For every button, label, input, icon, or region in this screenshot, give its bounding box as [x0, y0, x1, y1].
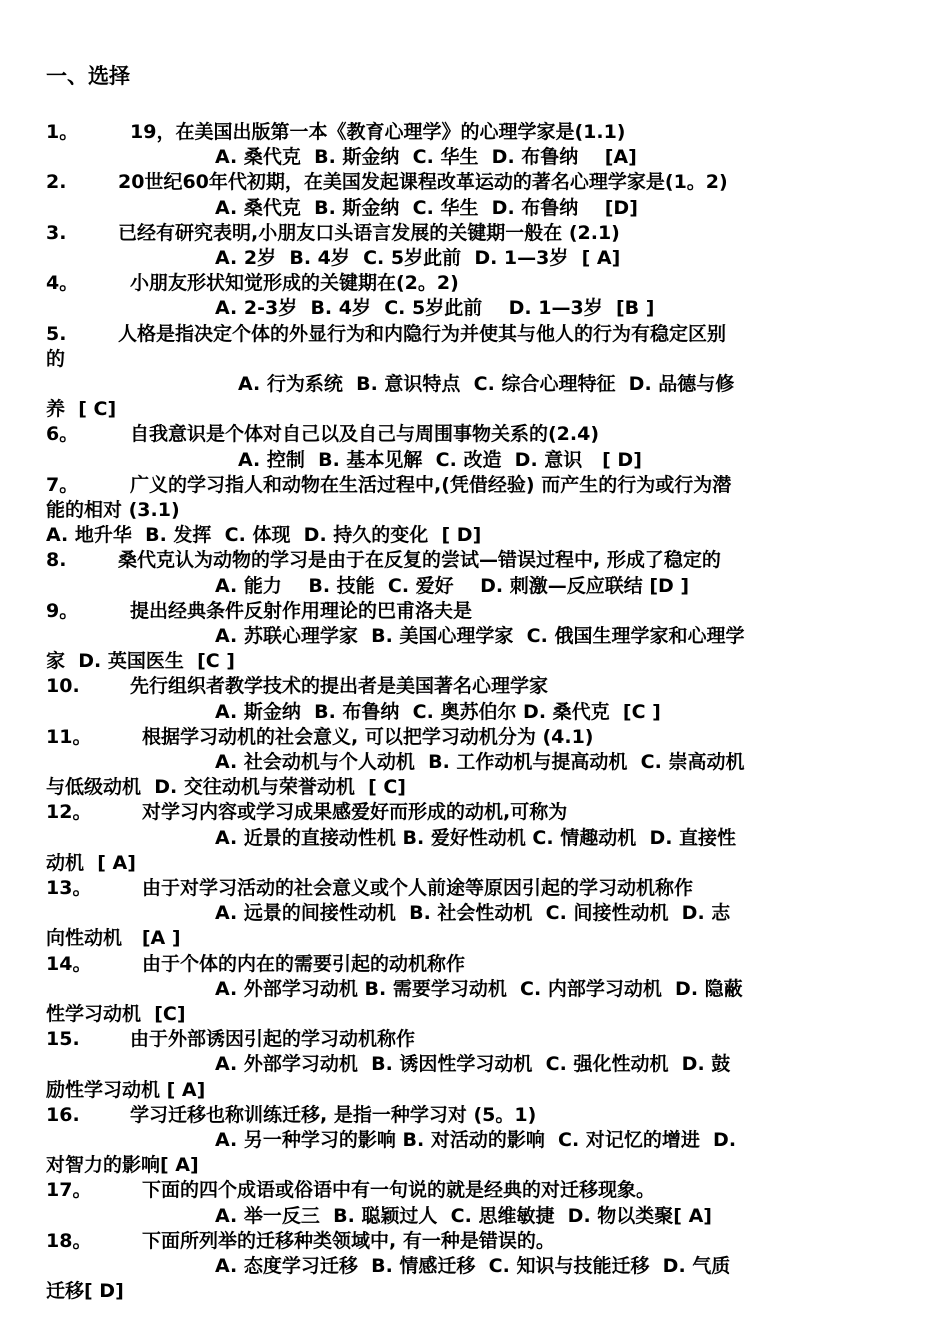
- text-line: [0, 221, 950, 246]
- question-number: 5.: [46, 322, 67, 345]
- line-text: 动机 [ A]: [46, 851, 136, 874]
- line-text: A. 地升华 B. 发挥 C. 体现 D. 持久的变化 [ D]: [46, 524, 482, 547]
- text-line: [0, 1052, 950, 1077]
- text-line: [0, 1178, 950, 1203]
- text-line: [0, 1229, 950, 1254]
- text-line: [0, 246, 950, 271]
- question-number: 17。: [46, 1179, 92, 1202]
- text-line: [0, 322, 950, 347]
- text-line: [0, 498, 950, 523]
- text-line: [0, 296, 950, 321]
- line-text: A. 近景的直接动性机 B. 爱好性动机 C. 情趣动机 D. 直接性: [215, 826, 737, 849]
- text-line: [0, 649, 950, 674]
- text-line: [0, 775, 950, 800]
- line-text: A. 控制 B. 基本见解 C. 改造 D. 意识 [ D]: [238, 448, 642, 471]
- text-line: [0, 548, 950, 573]
- line-text: A. 外部学习动机 B. 需要学习动机 C. 内部学习动机 D. 隐蔽: [215, 977, 743, 1000]
- text-line: [0, 725, 950, 750]
- line-text: 学习迁移也称训练迁移, 是指一种学习对 (5。1): [130, 1103, 537, 1126]
- line-text: 由于外部诱因引起的学习动机称作: [130, 1028, 416, 1051]
- line-text: A. 远景的间接性动机 B. 社会性动机 C. 间接性动机 D. 志: [215, 902, 731, 925]
- line-text: 励性学习动机 [ A]: [46, 1078, 206, 1101]
- text-line: [0, 800, 950, 825]
- question-number: 14。: [46, 952, 92, 975]
- line-text: A. 2-3岁 B. 4岁 C. 5岁此前 D. 1—3岁 [B ]: [215, 297, 655, 320]
- line-text: A. 外部学习动机 B. 诱因性学习动机 C. 强化性动机 D. 鼓: [215, 1053, 731, 1076]
- question-number: 2.: [46, 171, 67, 194]
- line-text: 人格是指决定个体的外显行为和内隐行为并使其与他人的行为有稳定区别: [118, 322, 727, 345]
- question-number: 7。: [46, 473, 79, 496]
- line-text: 19，在美国出版第一本《教育心理学》的心理学家是(1.1): [130, 121, 626, 143]
- text-line: [0, 926, 950, 951]
- line-text: 的: [46, 347, 66, 370]
- line-text: 能的相对 (3.1): [46, 499, 180, 521]
- text-line: [0, 1002, 950, 1027]
- line-text: 与低级动机 D. 交往动机与荣誉动机 [ C]: [46, 776, 406, 799]
- line-text: A. 桑代克 B. 斯金纳 C. 华生 D. 布鲁纳 [A]: [215, 146, 637, 169]
- question-number: 8.: [46, 549, 67, 572]
- text-line: [0, 271, 950, 296]
- line-text: 向性动机 [A ]: [46, 927, 181, 950]
- text-line: [0, 750, 950, 775]
- text-line: [0, 574, 950, 599]
- text-line: [0, 1027, 950, 1052]
- text-line: [0, 851, 950, 876]
- text-line: [0, 901, 950, 926]
- text-line: [0, 700, 950, 725]
- text-line: [0, 145, 950, 170]
- text-line: [0, 1279, 950, 1304]
- question-number: 1。: [46, 121, 79, 143]
- line-text: A. 举一反三 B. 聪颖过人 C. 思维敏捷 D. 物以类聚[ A]: [215, 1204, 712, 1227]
- text-line: [0, 397, 950, 422]
- line-text: 由于个体的内在的需要引起的动机称作: [142, 952, 466, 975]
- text-line: [0, 1078, 950, 1103]
- line-text: 提出经典条件反射作用理论的巴甫洛夫是: [130, 599, 473, 622]
- line-text: 已经有研究表明,小朋友口头语言发展的关键期一般在 (2.1): [118, 221, 620, 244]
- text-line: [0, 422, 950, 447]
- line-text: 养 [ C]: [46, 398, 117, 421]
- text-line: [0, 1204, 950, 1229]
- line-text: 根据学习动机的社会意义, 可以把学习动机分为 (4.1): [142, 725, 594, 748]
- line-text: A. 态度学习迁移 B. 情感迁移 C. 知识与技能迁移 D. 气质: [215, 1255, 731, 1277]
- line-text: 下面所列举的迁移种类领域中, 有一种是错误的。: [142, 1229, 555, 1252]
- text-line: [0, 876, 950, 901]
- text-line: [0, 120, 950, 145]
- text-line: [0, 674, 950, 699]
- line-text: 小朋友形状知觉形成的关键期在(2。2): [130, 272, 459, 295]
- text-line: [0, 196, 950, 221]
- line-text: 先行组织者教学技术的提出者是美国著名心理学家: [130, 675, 549, 698]
- text-line: [0, 1153, 950, 1178]
- text-line: [0, 372, 950, 397]
- text-line: [0, 473, 950, 498]
- text-line: [0, 1254, 950, 1279]
- text-line: [0, 1128, 950, 1153]
- text-line: [0, 347, 950, 372]
- text-line: [0, 624, 950, 649]
- text-line: [0, 448, 950, 473]
- line-text: 广义的学习指人和动物在生活过程中,(凭借经验) 而产生的行为或行为潜: [130, 473, 732, 496]
- question-number: 13。: [46, 877, 92, 899]
- line-text: 自我意识是个体对自己以及自己与周围事物关系的(2.4): [130, 423, 600, 446]
- question-number: 18。: [46, 1229, 92, 1252]
- section-title: 一、选择: [46, 64, 130, 88]
- line-text: A. 苏联心理学家 B. 美国心理学家 C. 俄国生理学家和心理学: [215, 625, 745, 647]
- question-number: 6。: [46, 423, 79, 446]
- line-text: 由于对学习活动的社会意义或个人前途等原因引起的学习动机称作: [142, 877, 694, 899]
- question-number: 3.: [46, 221, 67, 244]
- text-line: [0, 952, 950, 977]
- text-line: [0, 826, 950, 851]
- question-number: 4。: [46, 272, 79, 295]
- line-text: A. 另一种学习的影响 B. 对活动的影响 C. 对记忆的增进 D.: [215, 1129, 737, 1151]
- line-text: 家 D. 英国医生 [C ]: [46, 650, 235, 673]
- question-number: 9。: [46, 599, 79, 622]
- line-text: 迁移[ D]: [46, 1280, 124, 1303]
- line-text: 下面的四个成语或俗语中有一句说的就是经典的对迁移现象。: [142, 1179, 656, 1202]
- question-number: 12。: [46, 801, 92, 824]
- line-text: A. 桑代克 B. 斯金纳 C. 华生 D. 布鲁纳 [D]: [215, 196, 638, 219]
- text-line: [0, 170, 950, 195]
- line-text: A. 能力 B. 技能 C. 爱好 D. 刺激—反应联结 [D ]: [215, 574, 690, 597]
- line-text: A. 斯金纳 B. 布鲁纳 C. 奥苏伯尔 D. 桑代克 [C ]: [215, 700, 661, 723]
- text-line: [0, 1103, 950, 1128]
- text-line: [0, 523, 950, 548]
- question-number: 11。: [46, 725, 92, 748]
- line-text: 对学习内容或学习成果感爱好而形成的动机,可称为: [142, 801, 568, 824]
- question-number: 15.: [46, 1028, 80, 1051]
- text-line: [0, 977, 950, 1002]
- line-text: 性学习动机 [C]: [46, 1003, 186, 1025]
- line-text: 20世纪60年代初期，在美国发起课程改革运动的著名心理学家是(1。2): [118, 171, 728, 194]
- text-line: [0, 599, 950, 624]
- question-number: 10.: [46, 675, 80, 698]
- line-text: A. 行为系统 B. 意识特点 C. 综合心理特征 D. 品德与修: [238, 373, 735, 395]
- line-text: 桑代克认为动物的学习是由于在反复的尝试—错误过程中, 形成了稳定的: [118, 549, 721, 572]
- line-text: 对智力的影响[ A]: [46, 1154, 199, 1177]
- question-number: 16.: [46, 1103, 80, 1126]
- line-text: A. 社会动机与个人动机 B. 工作动机与提高动机 C. 崇高动机: [215, 751, 745, 773]
- line-text: A. 2岁 B. 4岁 C. 5岁此前 D. 1—3岁 [ A]: [215, 247, 621, 269]
